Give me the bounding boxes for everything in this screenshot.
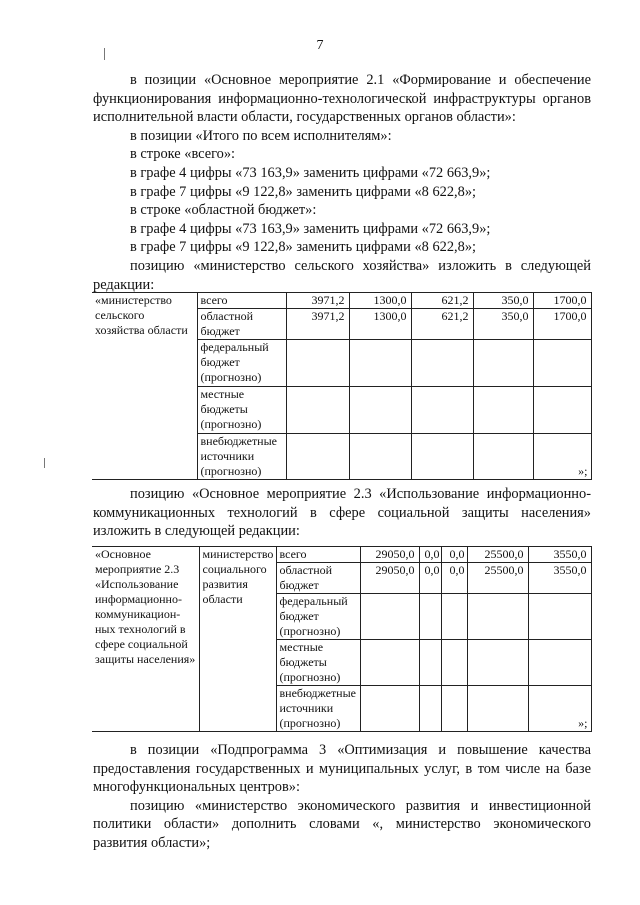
value-cell: 0,0 xyxy=(419,547,441,563)
paragraph-block-2 xyxy=(93,485,591,541)
value-cell: 0,0 xyxy=(441,547,467,563)
value-cell xyxy=(419,640,441,686)
source-cell: внебюджетные источники (прогнозно) xyxy=(276,686,360,732)
value-cell: 25500,0 xyxy=(467,547,528,563)
text-line: в графе 4 цифры «73 163,9» заменить цифрами «72 663,9»; xyxy=(130,164,491,181)
value-cell xyxy=(533,340,591,387)
value-cell xyxy=(360,686,419,732)
value-cell xyxy=(533,387,591,434)
value-cell xyxy=(411,434,473,480)
text-line: в графе 4 цифры «73 163,9» заменить цифрами «72 663,9»; xyxy=(130,220,491,237)
value-cell xyxy=(419,594,441,640)
source-cell: областной бюджет xyxy=(197,309,286,340)
value-cell: 29050,0 xyxy=(360,563,419,594)
value-cell xyxy=(286,387,349,434)
value-cell xyxy=(528,594,591,640)
closing-quote: »; xyxy=(533,434,591,480)
table-row xyxy=(92,293,591,309)
value-cell xyxy=(473,434,533,480)
value-cell: 0,0 xyxy=(441,563,467,594)
text-line: в строке «областной бюджет»: xyxy=(130,202,317,219)
value-cell xyxy=(419,686,441,732)
value-cell: 1700,0 xyxy=(533,293,591,309)
source-cell: федеральный бюджет (прогнозно) xyxy=(276,594,360,640)
text-line: позицию «министерство сельского хозяйства» изложить в следующей редакции: xyxy=(93,257,591,293)
scan-mark xyxy=(44,458,45,468)
source-cell: местные бюджеты (прогнозно) xyxy=(197,387,286,434)
source-cell: всего xyxy=(276,547,360,563)
value-cell xyxy=(349,387,411,434)
table-main-measure-2-3 xyxy=(92,546,592,732)
value-cell: 1300,0 xyxy=(349,309,411,340)
value-cell: 3550,0 xyxy=(528,547,591,563)
value-cell xyxy=(286,340,349,387)
value-cell xyxy=(360,640,419,686)
value-cell xyxy=(411,340,473,387)
value-cell: 29050,0 xyxy=(360,547,419,563)
value-cell: 1700,0 xyxy=(533,309,591,340)
value-cell xyxy=(467,686,528,732)
value-cell xyxy=(349,434,411,480)
value-cell xyxy=(360,594,419,640)
value-cell: 3550,0 xyxy=(528,563,591,594)
value-cell xyxy=(528,640,591,686)
value-cell xyxy=(467,594,528,640)
value-cell xyxy=(411,387,473,434)
source-cell: всего xyxy=(197,293,286,309)
value-cell: 621,2 xyxy=(411,293,473,309)
value-cell xyxy=(473,387,533,434)
paragraph-block-1 xyxy=(93,71,591,294)
text-line: позицию «министерство экономического развития и инвестиционной политики области» дополнить словами «, министерство экономического развития области»; xyxy=(93,797,591,851)
text-line: в позиции «Основное мероприятие 2.1 «Формирование и обеспечение функционирования информационно-технологической инфраструктуры органов исполнительной власти области, государственных органов области»: xyxy=(93,72,591,126)
executor-cell: «министерство сельского хозяйства области xyxy=(92,293,197,480)
measure-cell: «Основное мероприятие 2.3 «Использование информационно-коммуникацион-ных технологий в сфере социальной защиты населения» xyxy=(92,547,199,732)
value-cell: 25500,0 xyxy=(467,563,528,594)
value-cell xyxy=(473,340,533,387)
page-number: 7 xyxy=(316,38,324,53)
value-cell: 3971,2 xyxy=(286,309,349,340)
value-cell xyxy=(286,434,349,480)
closing-quote: »; xyxy=(528,686,591,732)
table-ministry-agriculture xyxy=(92,292,592,480)
executor-cell: министерство социального развития области xyxy=(199,547,276,732)
paragraph-block-3 xyxy=(93,741,591,853)
value-cell xyxy=(441,640,467,686)
value-cell: 1300,0 xyxy=(349,293,411,309)
value-cell: 621,2 xyxy=(411,309,473,340)
text-line: в позиции «Итого по всем исполнителям»: xyxy=(130,127,392,144)
source-cell: федеральный бюджет (прогнозно) xyxy=(197,340,286,387)
text-line: в позиции «Подпрограмма 3 «Оптимизация и повышение качества предоставления государственных и муниципальных услуг, в том числе на базе многофункциональных центров»: xyxy=(93,742,591,796)
source-cell: местные бюджеты (прогнозно) xyxy=(276,640,360,686)
value-cell xyxy=(467,640,528,686)
source-cell: областной бюджет xyxy=(276,563,360,594)
value-cell xyxy=(441,594,467,640)
value-cell: 350,0 xyxy=(473,309,533,340)
value-cell: 3971,2 xyxy=(286,293,349,309)
value-cell: 350,0 xyxy=(473,293,533,309)
value-cell: 0,0 xyxy=(419,563,441,594)
value-cell xyxy=(349,340,411,387)
text-line: в строке «всего»: xyxy=(130,146,236,163)
text-line: в графе 7 цифры «9 122,8» заменить цифрами «8 622,8»; xyxy=(130,183,477,200)
scan-mark xyxy=(104,48,105,60)
table-row xyxy=(92,547,591,563)
text-line: позицию «Основное мероприятие 2.3 «Использование информационно-коммуникационных технологий в сфере социальной защиты населения» изложить в следующей редакции: xyxy=(93,486,591,540)
value-cell xyxy=(441,686,467,732)
text-line: в графе 7 цифры «9 122,8» заменить цифрами «8 622,8»; xyxy=(130,239,477,256)
source-cell: внебюджетные источники (прогнозно) xyxy=(197,434,286,480)
